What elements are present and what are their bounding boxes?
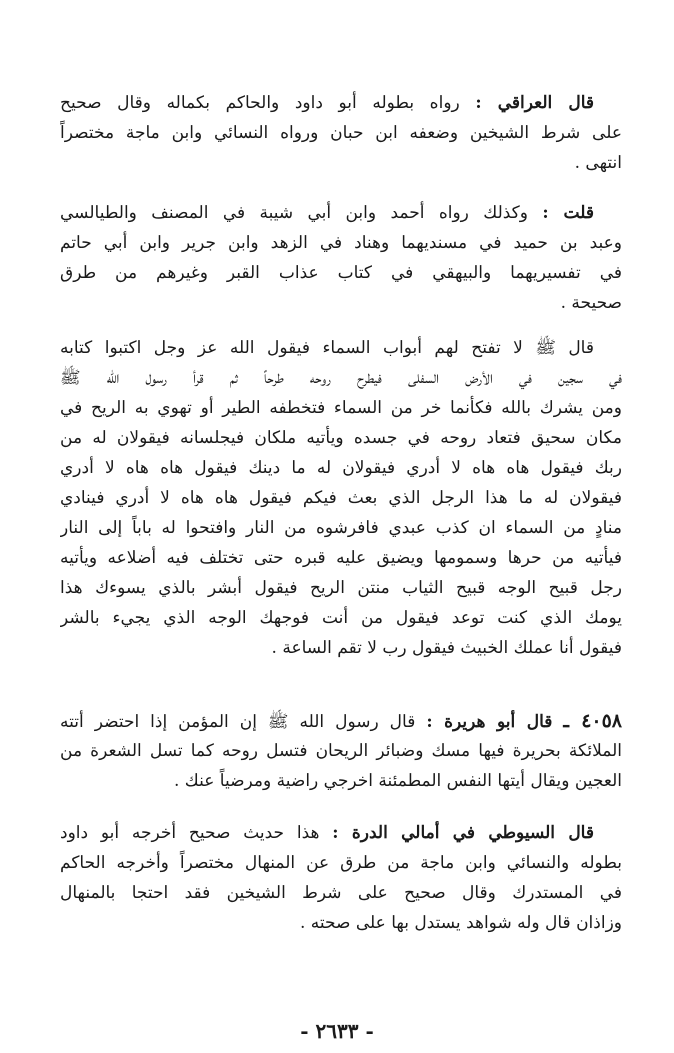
text-line: في سجين في الأرض السفلى فيطرح روحه طرحاً ثم قرأ رسول الله ﷺ bbox=[60, 368, 622, 388]
text-line: انتهى . bbox=[574, 153, 622, 173]
text-line: وعبد بن حميد في مسنديهما وهناد في الزهد وابن جرير وابن أبي حاتم bbox=[60, 233, 622, 253]
text-line: قال العراقي : رواه بطوله أبو داود والحاكم بكماله وقال صحيح bbox=[60, 93, 594, 113]
paragraph-iraqi bbox=[60, 88, 622, 178]
hadith-number: ٤٠٥٨ ـ bbox=[563, 710, 622, 732]
text-line: فيقول أنا عملك الخبيث فيقول رب لا تقم الساعة . bbox=[271, 638, 622, 658]
text-line: بطوله والنسائي وابن ماجة من طرق عن المنهال مختصراً وأخرجه الحاكم bbox=[60, 853, 622, 873]
text-line: العجين ويقال أيتها النفس المطمئنة اخرجي راضية ومرضياً عنك . bbox=[174, 771, 622, 791]
text-line: مكان سحيق فتعاد روحه في جسده ويأتيه ملكان فيجلسانه فيقولان له من bbox=[60, 428, 622, 448]
text-line: في تفسيريهما والبيهقي في كتاب عذاب القبر وغيرهم من طرق bbox=[60, 263, 622, 283]
text-line: يومك الذي كنت توعد فيقول من أنت فوجهك الوجه الذي يجيء بالشر bbox=[60, 608, 622, 628]
text-line: على شرط الشيخين وضعفه ابن حبان ورواه النسائي وابن ماجة مختصراً bbox=[60, 123, 622, 143]
paragraph-abu-hurayra bbox=[60, 706, 622, 796]
text-line: ومن يشرك بالله فكأنما خر من السماء فتخطفه الطير أو تهوي به الريح في bbox=[60, 398, 622, 418]
paragraph-hadith-text bbox=[60, 333, 622, 663]
text-line: قال ﷺ لا تفتح لهم أبواب السماء فيقول الله عز وجل اكتبوا كتابه bbox=[60, 338, 594, 358]
text-line: ٤٠٥٨ ـ قال أبو هريرة : قال رسول الله ﷺ إن المؤمن إذا احتضر أتته bbox=[60, 710, 622, 732]
speaker-label: قال أبو هريرة : bbox=[426, 712, 553, 732]
text-line: رجل قبيح الوجه قبيح الثياب منتن الريح فيقول أبشر بالذي يسوءك هذا bbox=[60, 578, 622, 598]
paragraph-suyuti bbox=[60, 818, 622, 938]
paragraph-qultu bbox=[60, 198, 622, 318]
text-line: في المستدرك وقال صحيح على شرط الشيخين فقد احتجا بالمنهال bbox=[60, 883, 622, 903]
text-line: وزاذان قال وله شواهد يستدل بها على صحته . bbox=[300, 913, 622, 933]
text-line: فيأتيه من حرها وسمومها ويضيق عليه قبره حتى تختلف فيه أضلاعه ويأتيه bbox=[60, 548, 622, 568]
document-page bbox=[60, 78, 622, 1053]
speaker-label: قال السيوطي في أمالي الدرة : bbox=[332, 823, 594, 843]
text-line: منادٍ من السماء ان كذب عبدي فافرشوه من النار وافتحوا له باباً إلى النار bbox=[60, 518, 622, 538]
text-line: قال السيوطي في أمالي الدرة : هذا حديث صحيح أخرجه أبو داود bbox=[60, 823, 594, 843]
text-line: الملائكة بحريرة فيها مسك وضبائر الريحان فتسل روحه كما تسل الشعرة من bbox=[60, 741, 622, 761]
text-line: قلت : وكذلك رواه أحمد وابن أبي شيبة في المصنف والطيالسي bbox=[60, 203, 594, 223]
speaker-label: قال العراقي : bbox=[475, 93, 594, 113]
text-line: ربك فيقول هاه هاه لا أدري فيقولان له ما دينك فيقول هاه هاه لا أدري bbox=[60, 458, 622, 478]
speaker-label: قلت : bbox=[542, 203, 594, 223]
page-number: - ٢٦٣٣ - bbox=[300, 1019, 374, 1043]
text-line: فيقولان له ما هذا الرجل الذي بعث فيكم فيقول هاه هاه لا أدري فينادي bbox=[60, 488, 622, 508]
text-line: صحيحة . bbox=[560, 293, 622, 313]
